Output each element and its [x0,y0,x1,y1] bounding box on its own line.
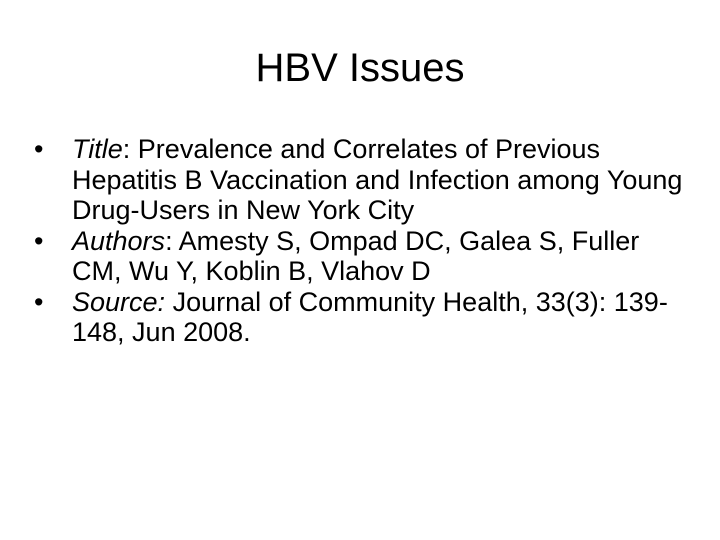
bullet-text: Prevalence and Correlates of Previous Hepatitis B Vaccination and Infection among Young Drug-Users in New York City [72,134,683,225]
bullet-label: Authors [72,225,166,256]
bullet-label: Source: [72,286,166,317]
bullet-item-source [34,287,694,348]
bullet-item-authors [34,226,694,287]
bullet-dot: • [34,225,44,256]
bullet-text: Amesty S, Ompad DC, Galea S, Fuller CM, Wu Y, Koblin B, Vlahov D [72,225,640,286]
bullet-separator: : [122,134,138,164]
bullet-dot: • [34,286,44,317]
bullet-separator: : [165,225,179,256]
slide-title: HBV Issues [255,46,465,90]
bullet-item-title [34,134,694,226]
bullet-dot: • [34,134,44,164]
bullet-separator [165,287,173,317]
bullet-list [34,134,694,348]
bullet-label: Title [72,134,123,164]
bullet-text: Journal of Community Health, 33(3): 139-148, Jun 2008. [72,286,668,347]
